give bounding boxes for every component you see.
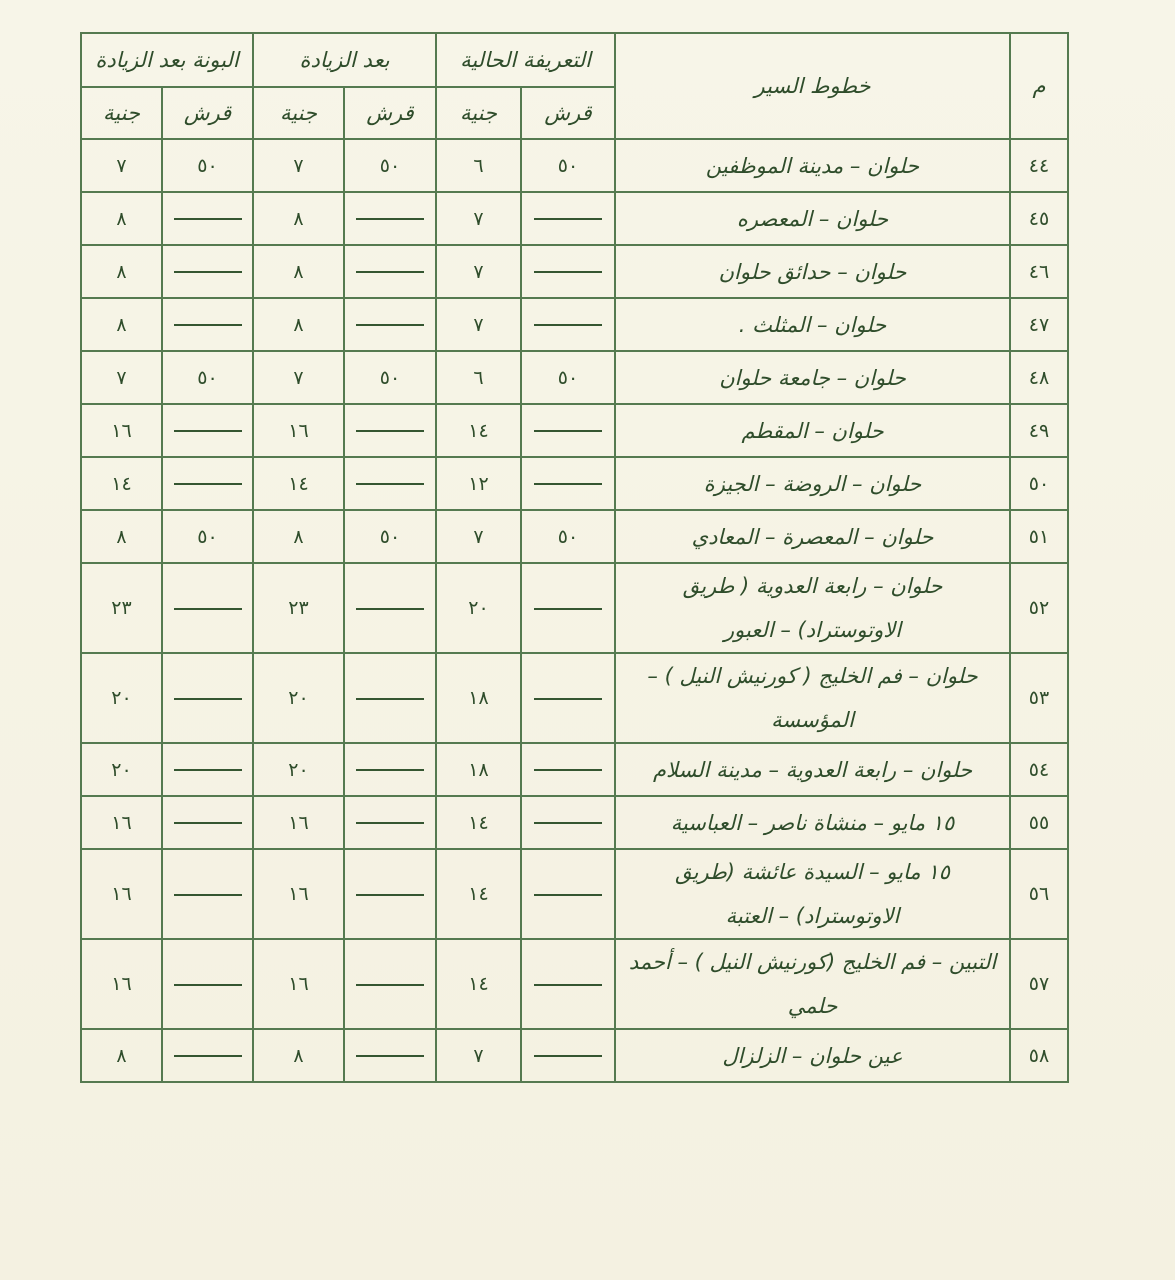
after-piasters [344,796,436,849]
route-name: حلوان – حدائق حلوان [615,245,1010,298]
current-piasters: ٥٠ [521,139,615,192]
after-pounds: ١٦ [253,796,344,849]
after-pounds: ٨ [253,298,344,351]
current-piasters [521,796,615,849]
table-row [81,796,1068,849]
after-piasters: ٥٠ [344,510,436,563]
coupon-pounds: ١٦ [81,939,162,1029]
empty-value-dash [356,483,424,485]
after-pounds: ٨ [253,1029,344,1082]
route-name: حلوان – مدينة الموظفين [615,139,1010,192]
current-pounds: ٧ [436,298,521,351]
route-name: حلوان – جامعة حلوان [615,351,1010,404]
empty-value-dash [174,822,242,824]
row-index: ٥٥ [1010,796,1068,849]
after-pounds: ٧ [253,351,344,404]
current-piasters [521,404,615,457]
coupon-pounds: ٧ [81,139,162,192]
empty-value-dash [356,984,424,986]
route-name: عين حلوان – الزلزال [615,1029,1010,1082]
current-pounds: ٢٠ [436,563,521,653]
current-piasters [521,298,615,351]
empty-value-dash [534,1055,602,1057]
current-piasters [521,192,615,245]
coupon-piasters [162,653,253,743]
empty-value-dash [174,483,242,485]
after-pounds: ٢٠ [253,653,344,743]
empty-value-dash [534,894,602,896]
after-piasters [344,245,436,298]
empty-value-dash [534,984,602,986]
current-pounds: ٦ [436,351,521,404]
route-name: ١٥ مايو – منشاة ناصر – العباسية [615,796,1010,849]
current-piasters [521,939,615,1029]
empty-value-dash [534,769,602,771]
empty-value-dash [174,608,242,610]
header-current-piasters: قرش [521,87,615,139]
header-after-pounds: جنية [253,87,344,139]
current-pounds: ١٨ [436,653,521,743]
fare-table-body [81,139,1068,1082]
header-index: م [1010,33,1068,139]
empty-value-dash [174,218,242,220]
coupon-piasters [162,404,253,457]
after-piasters [344,849,436,939]
header-after-increase: بعد الزيادة [253,33,436,87]
empty-value-dash [356,894,424,896]
empty-value-dash [174,984,242,986]
header-current-pounds: جنية [436,87,521,139]
after-piasters [344,192,436,245]
empty-value-dash [356,822,424,824]
coupon-piasters [162,245,253,298]
route-name: حلوان – المعصرة – المعادي [615,510,1010,563]
coupon-pounds: ٨ [81,510,162,563]
header-row-groups [81,33,1068,87]
table-row [81,563,1068,653]
empty-value-dash [174,271,242,273]
current-piasters: ٥٠ [521,351,615,404]
current-piasters: ٥٠ [521,510,615,563]
current-pounds: ٦ [436,139,521,192]
fare-table [80,32,1069,1083]
route-name: التبين – فم الخليج (كورنيش النيل ) – أحمد حلمي [615,939,1010,1029]
after-piasters [344,298,436,351]
coupon-pounds: ٨ [81,245,162,298]
current-piasters [521,563,615,653]
row-index: ٤٤ [1010,139,1068,192]
header-current-tariff: التعريفة الحالية [436,33,615,87]
coupon-pounds: ٨ [81,1029,162,1082]
empty-value-dash [356,271,424,273]
route-name: ١٥ مايو – السيدة عائشة (طريق الاوتوستراد) – العتبة [615,849,1010,939]
coupon-piasters [162,298,253,351]
coupon-piasters [162,192,253,245]
after-piasters [344,653,436,743]
row-index: ٤٥ [1010,192,1068,245]
coupon-piasters [162,796,253,849]
coupon-pounds: ٢٣ [81,563,162,653]
coupon-pounds: ١٦ [81,796,162,849]
table-row [81,298,1068,351]
row-index: ٥٣ [1010,653,1068,743]
coupon-piasters: ٥٠ [162,510,253,563]
after-pounds: ١٦ [253,404,344,457]
empty-value-dash [534,483,602,485]
coupon-piasters [162,563,253,653]
current-pounds: ٧ [436,245,521,298]
coupon-pounds: ١٦ [81,849,162,939]
empty-value-dash [174,1055,242,1057]
empty-value-dash [174,698,242,700]
coupon-pounds: ٢٠ [81,743,162,796]
coupon-pounds: ٧ [81,351,162,404]
row-index: ٥٤ [1010,743,1068,796]
empty-value-dash [356,698,424,700]
after-piasters: ٥٠ [344,139,436,192]
coupon-pounds: ٨ [81,192,162,245]
after-pounds: ٢٠ [253,743,344,796]
empty-value-dash [356,324,424,326]
current-piasters [521,457,615,510]
row-index: ٤٦ [1010,245,1068,298]
empty-value-dash [534,218,602,220]
after-pounds: ١٦ [253,849,344,939]
after-pounds: ٢٣ [253,563,344,653]
empty-value-dash [534,608,602,610]
coupon-piasters [162,457,253,510]
current-piasters [521,1029,615,1082]
empty-value-dash [174,769,242,771]
table-row [81,849,1068,939]
current-pounds: ١٤ [436,849,521,939]
table-row [81,245,1068,298]
header-coupon-piasters: قرش [162,87,253,139]
coupon-pounds: ٨ [81,298,162,351]
empty-value-dash [356,1055,424,1057]
after-pounds: ٨ [253,192,344,245]
coupon-piasters [162,1029,253,1082]
after-piasters [344,743,436,796]
after-piasters [344,457,436,510]
current-pounds: ١٨ [436,743,521,796]
fare-table-container [80,32,1050,1083]
route-name: حلوان – رابعة العدوية ( طريق الاوتوستراد) – العبور [615,563,1010,653]
empty-value-dash [534,698,602,700]
current-pounds: ٧ [436,510,521,563]
table-row [81,743,1068,796]
current-pounds: ١٤ [436,796,521,849]
after-pounds: ١٦ [253,939,344,1029]
table-row [81,939,1068,1029]
row-index: ٥٧ [1010,939,1068,1029]
coupon-piasters [162,849,253,939]
empty-value-dash [356,769,424,771]
row-index: ٥٢ [1010,563,1068,653]
empty-value-dash [534,324,602,326]
coupon-piasters: ٥٠ [162,351,253,404]
row-index: ٥٨ [1010,1029,1068,1082]
table-row [81,351,1068,404]
empty-value-dash [174,324,242,326]
coupon-piasters: ٥٠ [162,139,253,192]
after-piasters [344,1029,436,1082]
empty-value-dash [356,218,424,220]
current-piasters [521,743,615,796]
table-row [81,457,1068,510]
header-routes: خطوط السير [615,33,1010,139]
table-row [81,510,1068,563]
after-piasters [344,563,436,653]
after-pounds: ١٤ [253,457,344,510]
row-index: ٥٦ [1010,849,1068,939]
after-pounds: ٨ [253,245,344,298]
current-piasters [521,245,615,298]
route-name: حلوان – المقطم [615,404,1010,457]
empty-value-dash [174,430,242,432]
empty-value-dash [356,430,424,432]
coupon-piasters [162,743,253,796]
header-coupon-pounds: جنية [81,87,162,139]
after-piasters [344,404,436,457]
table-row [81,653,1068,743]
coupon-pounds: ١٦ [81,404,162,457]
current-pounds: ٧ [436,192,521,245]
current-pounds: ١٤ [436,939,521,1029]
table-row [81,192,1068,245]
row-index: ٥١ [1010,510,1068,563]
route-name: حلوان – الروضة – الجيزة [615,457,1010,510]
empty-value-dash [356,608,424,610]
row-index: ٤٩ [1010,404,1068,457]
row-index: ٤٧ [1010,298,1068,351]
empty-value-dash [534,271,602,273]
header-after-piasters: قرش [344,87,436,139]
after-piasters [344,939,436,1029]
current-pounds: ١٤ [436,404,521,457]
table-row [81,139,1068,192]
current-piasters [521,653,615,743]
route-name: حلوان – فم الخليج ( كورنيش النيل ) – المؤسسة [615,653,1010,743]
row-index: ٤٨ [1010,351,1068,404]
coupon-piasters [162,939,253,1029]
after-pounds: ٧ [253,139,344,192]
header-coupon-after-increase: البونة بعد الزيادة [81,33,253,87]
empty-value-dash [534,822,602,824]
empty-value-dash [534,430,602,432]
route-name: حلوان – المثلث . [615,298,1010,351]
route-name: حلوان – رابعة العدوية – مدينة السلام [615,743,1010,796]
after-piasters: ٥٠ [344,351,436,404]
current-pounds: ٧ [436,1029,521,1082]
table-row [81,1029,1068,1082]
current-pounds: ١٢ [436,457,521,510]
empty-value-dash [174,894,242,896]
current-piasters [521,849,615,939]
table-row [81,404,1068,457]
coupon-pounds: ٢٠ [81,653,162,743]
coupon-pounds: ١٤ [81,457,162,510]
row-index: ٥٠ [1010,457,1068,510]
after-pounds: ٨ [253,510,344,563]
route-name: حلوان – المعصره [615,192,1010,245]
